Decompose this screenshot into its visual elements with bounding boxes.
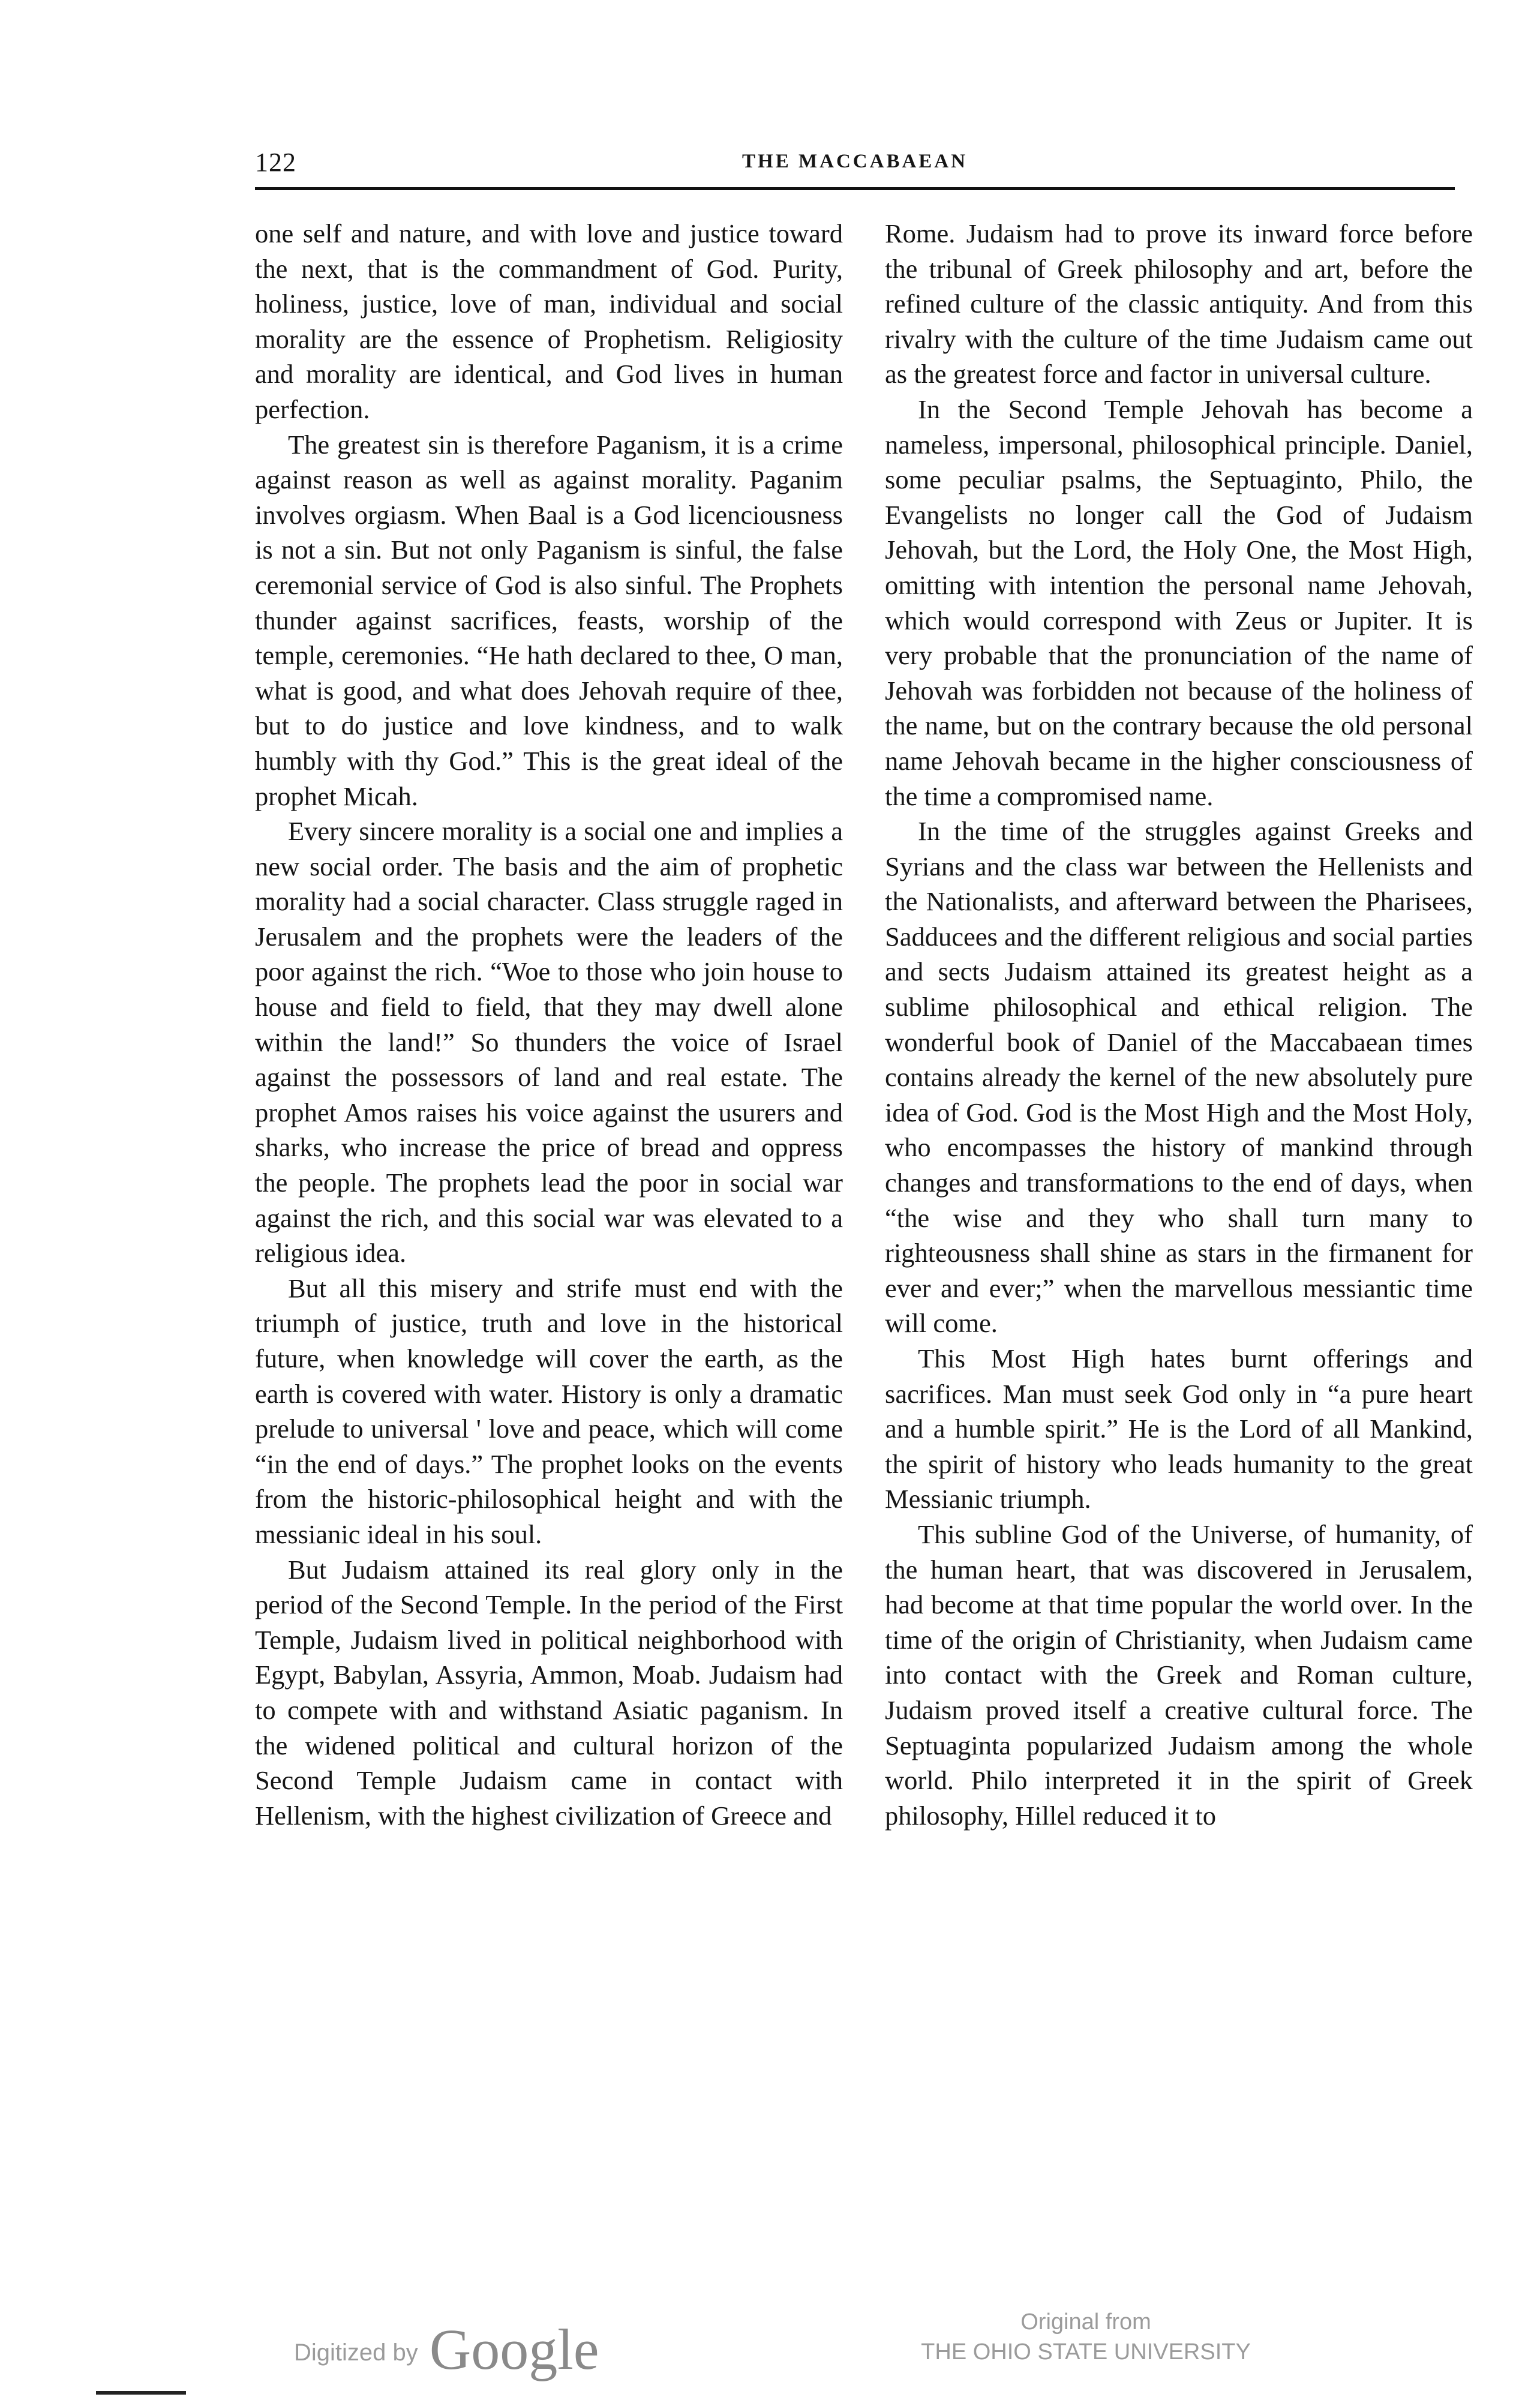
paragraph: But Judaism attained its real glory only in the period of the Second Temple. In the period of the First Temple, Judaism lived in political neighborhood with Egypt, Babylan, Assyria, Ammon, Moab. Judaism had to compete with and withstand Asiatic paganism. In the widened political and cultural horizon of the Second Temple Judaism came in contact with Hellenism, with the highest civilization of Greece and xyxy=(255,1554,843,1831)
paragraph: Rome. Judaism had to prove its inward force before the tribunal of Greek philosophy and art, before the refined culture of the classic antiquity. And from this rivalry with the culture of the time Judaism came out as the greatest force and factor in universal culture. xyxy=(885,218,1473,389)
paragraph: In the time of the struggles against Greeks and Syrians and the class war between the Hellenists and the Nationalists, and afterward between the Pharisees, Sadducees and the different religious and social parties and sects Judaism attained its greatest height as a sublime philosophical and ethical religion. The wonderful book of Daniel of the Maccabaean times contains already the kernel of the new absolutely pure idea of God. God is the Most High and the Most Holy, who encompasses the history of mankind through changes and transformations to the end of days, when “the wise and they who shall turn many to righteousness shall shine as stars in the firmanent for ever and ever;” when the marvellous messiantic time will come. xyxy=(885,816,1473,1339)
page-number: 122 xyxy=(255,148,296,177)
left-column xyxy=(255,216,843,1833)
scan-edge-mark xyxy=(96,2391,186,2395)
source-institution: THE OHIO STATE UNIVERSITY xyxy=(921,2339,1251,2365)
paragraph: This Most High hates burnt offerings and sacrifices. Man must seek God only in “a pure heart and a humble spirit.” He is the Lord of all Mankind, the spirit of history who leads humanity to the great Messianic triumph. xyxy=(885,1343,1473,1514)
digitized-by-label: Digitized by xyxy=(294,2339,418,2366)
digitized-by-watermark xyxy=(294,2316,599,2383)
paragraph: one self and nature, and with love and justice toward the next, that is the commandment of God. Purity, holiness, justice, love of man, individual and social morality are the essence of Prophetism. Religiosity and morality are identical, and God lives in human perfection. xyxy=(255,218,843,424)
paragraph: This subline God of the Universe, of humanity, of the human heart, that was discovered in Jerusalem, had become at that time popular the world over. In the time of the origin of Christianity, when Judaism came into contact with the Greek and Roman culture, Judaism proved itself a creative cultural force. The Septuaginta popularized Judaism among the whole world. Philo interpreted it in the spirit of Greek philosophy, Hillel reduced it to xyxy=(885,1519,1473,1831)
right-column xyxy=(885,216,1473,1833)
paragraph: But all this misery and strife must end with the triumph of justice, truth and love in the historical future, when knowledge will cover the earth, as the earth is covered with water. History is only a dramatic prelude to universal ' love and peace, which will come “in the end of days.” The prophet looks on the events from the historic-philosophical height and with the messianic ideal in his soul. xyxy=(255,1273,843,1549)
paragraph: In the Second Temple Jehovah has become a nameless, impersonal, philosophical principle. Daniel, some peculiar psalms, the Septuaginto, Philo, the Evangelists no longer call the God of Judaism Jehovah, but the Lord, the Holy One, the Most High, omitting with intention the personal name Jehovah, which would correspond with Zeus or Jupiter. It is very probable that the pronunciation of the name of Jehovah was forbidden not because of the holiness of the name, but on the contrary because the old personal name Jehovah became in the higher consciousness of the time a compromised name. xyxy=(885,394,1473,811)
google-logo: Google xyxy=(429,2317,599,2381)
original-from-label: Original from xyxy=(1020,2309,1151,2335)
paragraph: Every sincere morality is a social one and implies a new social order. The basis and the aim of prophetic morality had a social character. Class struggle raged in Jerusalem and the prophets were the leaders of the poor against the rich. “Woe to those who join house to house and field to field, that they may dwell alone within the land!” So thunders the voice of Israel against the possessors of land and real estate. The prophet Amos raises his voice against the usurers and sharks, who increase the price of bread and oppress the people. The prophets lead the poor in social war against the rich, and this social war was elevated to a religious idea. xyxy=(255,816,843,1268)
source-watermark xyxy=(888,2307,1284,2367)
running-title: THE MACCABAEAN xyxy=(742,151,968,172)
paragraph: The greatest sin is therefore Paganism, it is a crime against reason as well as against morality. Paganim involves orgiasm. When Baal is a God licenciousness is not a sin. But not only Paganism is sinful, the false ceremonial service of God is also sinful. The Prophets thunder against sacrifices, feasts, worship of the temple, ceremonies. “He hath declared to thee, O man, what is good, and what does Jehovah require of thee, but to do justice and love kindness, and to walk humbly with thy God.” This is the great ideal of the prophet Micah. xyxy=(255,429,843,811)
header-rule xyxy=(255,187,1455,190)
